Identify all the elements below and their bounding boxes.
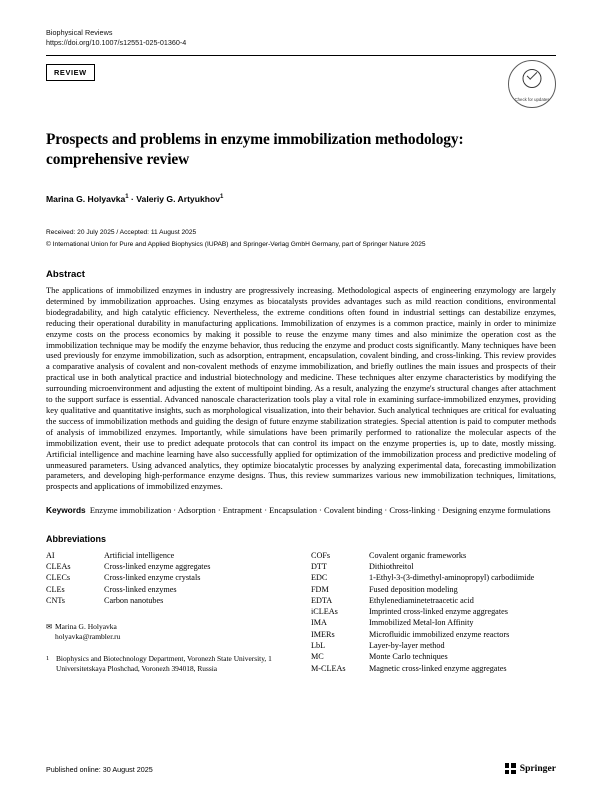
article-type-badge: REVIEW [46, 64, 95, 81]
abbreviation-item [311, 606, 554, 617]
published-online-date: Published online: 30 August 2025 [46, 765, 153, 774]
abbreviation-definition: Fused deposition modeling [369, 584, 458, 594]
abbreviations-heading: Abbreviations [46, 533, 107, 544]
author-separator: · [128, 194, 137, 204]
abbreviation-definition: 1-Ethyl-3-(3-dimethyl-aminopropyl) carbodiimide [369, 573, 535, 583]
abbreviation-item [311, 584, 554, 595]
author-list [46, 194, 556, 204]
springer-logo-block [505, 763, 556, 774]
affiliation-block [46, 654, 289, 674]
envelope-icon: ✉ [46, 622, 53, 632]
abbreviation-term: IMERs [311, 629, 335, 639]
correspondence-email-line [46, 632, 289, 642]
abbreviation-term: AI [46, 550, 55, 560]
abbreviation-definition: Covalent organic frameworks [369, 550, 467, 560]
page-title: Prospects and problems in enzyme immobilization methodology: comprehensive review [46, 131, 464, 168]
affiliation-text: Biophysics and Biotechnology Department, Voronezh State University, 1 Universitetskaya Ploshchad, Voronezh 394018, Russia [56, 653, 272, 673]
correspondence-block [46, 622, 289, 642]
abbreviation-term: CLEAs [46, 561, 71, 571]
abbreviation-item [46, 584, 289, 595]
copyright-line: © International Union for Pure and Applied Biophysics (IUPAB) and Springer-Verlag GmbH Germany, part of Springer Nature 2025 [46, 240, 426, 248]
author-1-affil-marker: 1 [125, 194, 129, 201]
author-2-affil-marker: 1 [220, 194, 224, 201]
author-1-name: Marina G. Holyavka [46, 194, 126, 204]
abbreviation-item [46, 595, 289, 606]
abbreviation-term: DTT [311, 561, 327, 571]
abstract-text: The applications of immobilized enzymes in industry are progressively increasing. Methodological aspects of engineering enzymology are largely determined by immobilization approaches. Using enzymes as biocatalysts provides advantages such as mild reaction conditions, environmental biodegradability, and high catalytic efficiency. Nevertheless, the extreme conditions often found in industrial settings can destabilize enzymes, reducing their operational durability in manufacturing applications. Immobilization of enzymes is a common practice, mainly in order to minimize enzyme costs on the process economics by making it possible to reuse the enzyme many times and also minimize the operation cost as the immobilization technique may be modify the enzyme behavior, thus reducing the enzyme and product costs significantly. Many techniques have been used previously for enzyme immobilization, such as adsorption, entrapment, encapsulation, covalent binding, and cross-linking. This review provides a comparative analysis of covalent and non-covalent methods of enzyme immobilization, and briefly outlines the main issues and prospects of their practical use in both analytical practice and industrial biotechnology and medicine. These techniques alter enzyme characteristics by modifying the surrounding microenvironment and adjusting the extent of multipoint binding. As a result, analyzing the enzyme's structural changes after attachment to the support surface is essential. Advanced nanoscale characterization tools play a vital role in examining surface-immobilized enzymes, providing key qualitative and quantitative insights, such as morphological visualization, into their behavior. Such analytical techniques are critical for evaluating the success of immobilization methods and guiding the design of future enzyme stabilization strategies. Special attention is paid to computer methods of analysis of immobilized enzymes. Importantly, while simulations have been primarily performed to rationalize the molecular aspects of the immobilization event, their use to predict adequate protocols that can control its impact on the enzyme properties is, up to date, mostly missing. Artificial intelligence and machine learning have also successfully applied for optimization of the immobilization process and predictive modeling of unmeasured parameters. Using advanced analytics, they optimize biocatalytic processes by analyzing experimental data, forecasting immobilization parameters, and developing high-performance enzyme designs. Thus, this review summarizes various new immobilization techniques, limitations, prospects and applications of immobilized enzymes. [46, 285, 556, 492]
publisher-name: Springer [519, 763, 556, 774]
abbreviation-definition: Imprinted cross-linked enzyme aggregates [369, 607, 508, 617]
keywords-block [46, 505, 556, 516]
journal-name: Biophysical Reviews [46, 28, 113, 37]
abbreviation-term: iCLEAs [311, 607, 338, 617]
abbreviation-item [311, 550, 554, 561]
type-and-crossmark-row [46, 64, 556, 108]
abbreviation-term: CLECs [46, 573, 71, 583]
abbreviation-item [311, 572, 554, 583]
abbreviation-definition: Immobilized Metal-Ion Affinity [369, 618, 474, 628]
abstract-heading: Abstract [46, 269, 85, 280]
abbreviation-item [311, 651, 554, 662]
springer-logo-icon [505, 763, 516, 774]
abbreviations-right-column [311, 550, 554, 674]
keywords-label: Keywords [46, 505, 86, 516]
envelope-spacer [46, 632, 55, 642]
abbreviation-definition: Dithiothreitol [369, 561, 414, 571]
crossmark-icon[interactable] [508, 60, 556, 108]
author-2-name: Valeriy G. Artyukhov [136, 194, 221, 204]
abbreviation-item [311, 663, 554, 674]
abbreviation-item [311, 640, 554, 651]
abbreviation-item [311, 561, 554, 572]
abbreviation-item [46, 561, 289, 572]
abbreviation-term: FDM [311, 584, 329, 594]
abbreviation-term: CLEs [46, 584, 65, 594]
abbreviation-definition: Magnetic cross-linked enzyme aggregates [369, 663, 507, 673]
keywords-text: Enzyme immobilization · Adsorption · Entrapment · Encapsulation · Covalent binding · Cross-linking · Designing enzyme formulations [89, 505, 551, 516]
abbreviation-definition: Carbon nanotubes [104, 595, 164, 605]
doi-link[interactable]: https://doi.org/10.1007/s12551-025-01360-4 [46, 38, 187, 47]
abbreviation-term: EDC [311, 573, 328, 583]
received-accepted-dates: Received: 20 July 2025 / Accepted: 11 August 2025 [46, 229, 197, 236]
abbreviation-definition: Monte Carlo techniques [369, 652, 448, 662]
page-footer [46, 763, 556, 774]
abbreviation-term: M-CLEAs [311, 663, 346, 673]
abbreviations-left-column [46, 550, 289, 674]
abbreviation-definition: Microfluidic immobilized enzyme reactors [369, 629, 510, 639]
abbreviation-term: LbL [311, 641, 326, 650]
abbreviation-item [311, 617, 554, 628]
abbreviation-definition: Cross-linked enzymes [104, 584, 177, 594]
abbreviation-term: CNTs [46, 595, 65, 605]
header-divider [46, 55, 556, 56]
abbreviation-term: IMA [311, 618, 327, 628]
abbreviation-item [46, 550, 289, 561]
corresponding-author-name: Marina G. Holyavka [55, 622, 117, 632]
abbreviation-definition: Ethylenediaminetetraacetic acid [369, 595, 474, 605]
crossmark-label: Check for updates [514, 97, 550, 102]
corresponding-author-email[interactable]: holyavka@rambler.ru [55, 632, 121, 642]
abbreviation-term: MC [311, 652, 324, 662]
abbreviation-definition: Cross-linked enzyme crystals [104, 573, 201, 583]
correspondence-name-line [46, 622, 289, 632]
abbreviation-term: EDTA [311, 595, 333, 605]
abbreviation-definition: Cross-linked enzyme aggregates [104, 561, 211, 571]
abbreviation-definition: Artificial intelligence [104, 550, 175, 560]
abbreviation-item [46, 572, 289, 583]
abbreviation-term: COFs [311, 550, 331, 560]
abbreviation-item [311, 595, 554, 606]
abbreviations-columns [46, 550, 556, 674]
abbreviation-definition: Layer-by-layer method [369, 641, 445, 650]
affiliation-number: 1 [46, 654, 50, 662]
abbreviation-item [311, 629, 554, 640]
